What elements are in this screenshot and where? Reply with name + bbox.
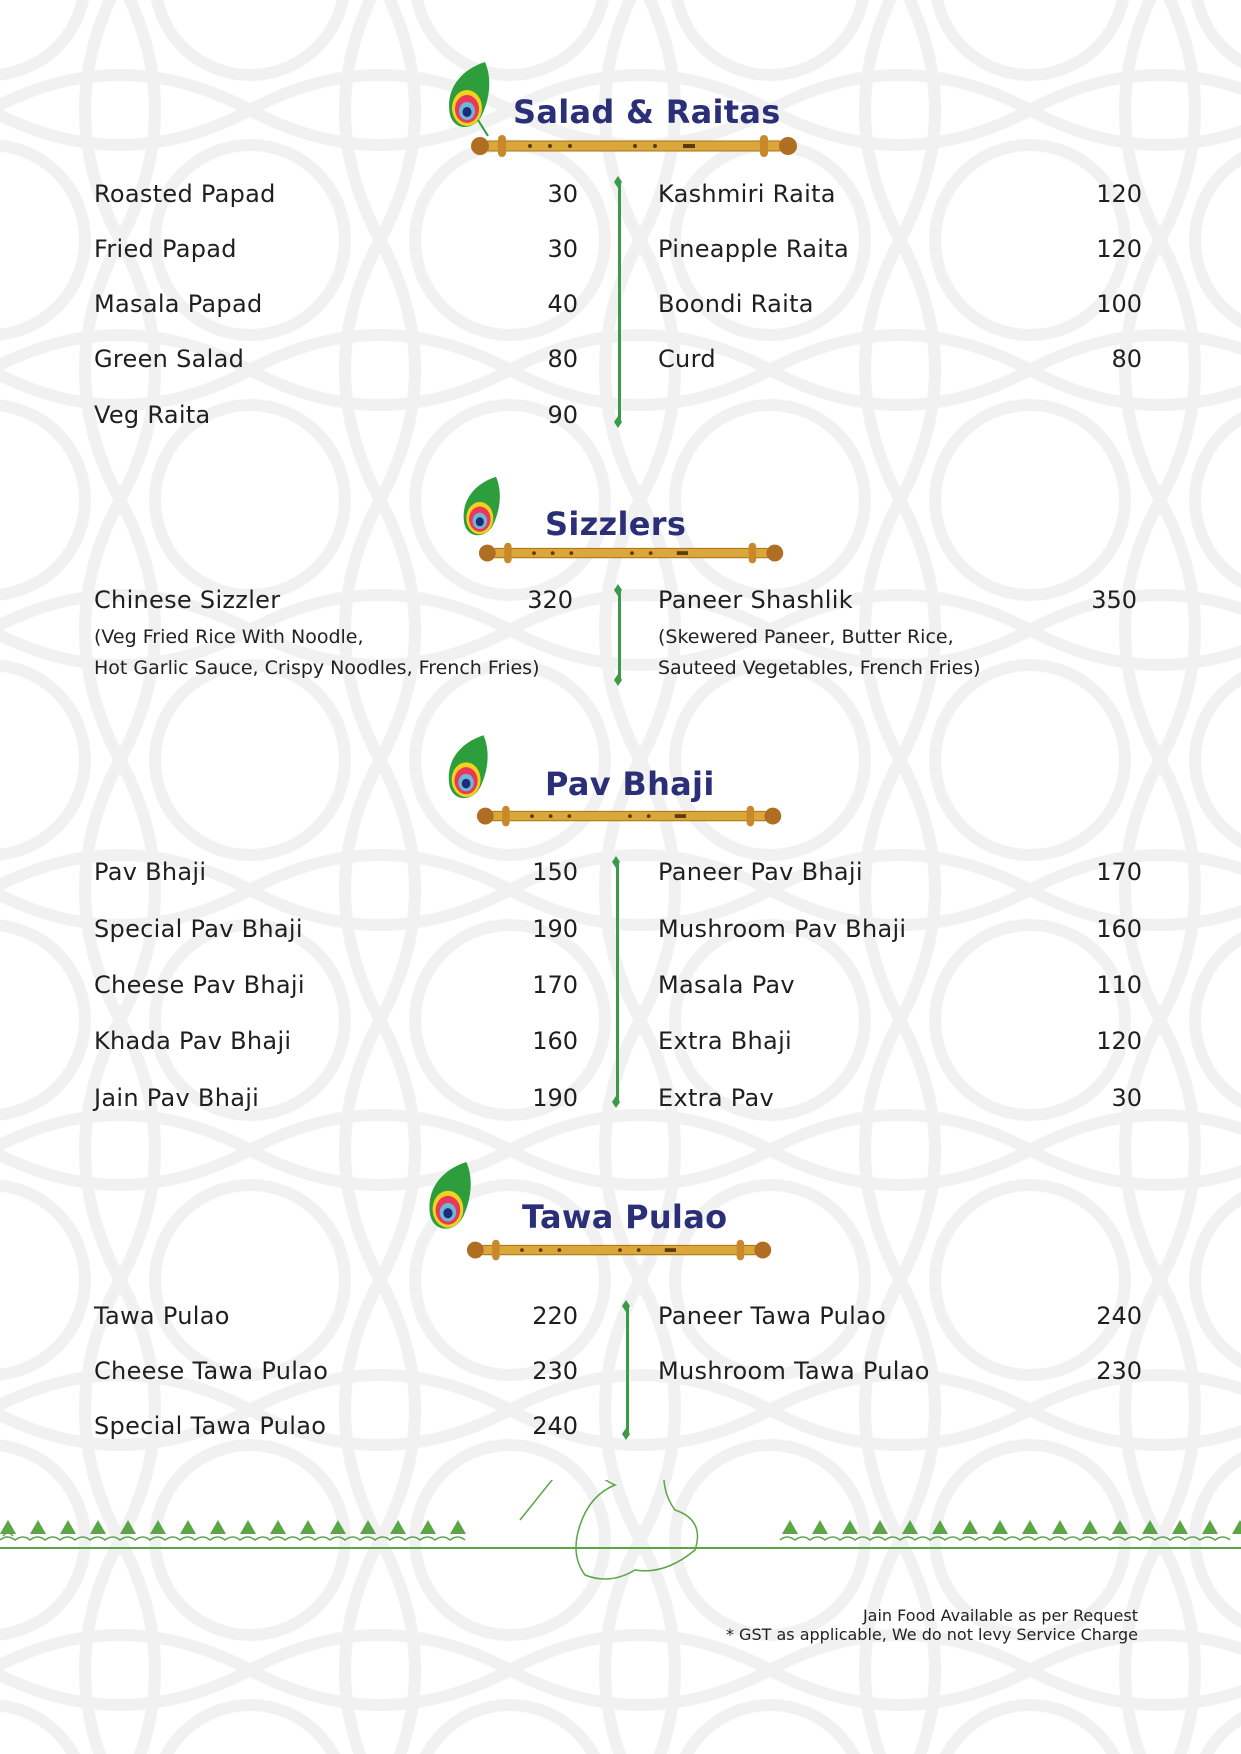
menu-item-price: 240 <box>1096 1302 1142 1330</box>
flute-divider-icon <box>470 803 790 831</box>
menu-item-price: 120 <box>1096 180 1142 208</box>
menu-item-price: 40 <box>547 290 578 318</box>
menu-item-price: 150 <box>532 858 578 886</box>
menu-item-name: Mushroom Pav Bhaji <box>658 915 907 943</box>
menu-item-name: Extra Pav <box>658 1084 774 1112</box>
menu-item-price: 220 <box>532 1302 578 1330</box>
section-header-pav-bhaji <box>440 733 800 833</box>
column-divider <box>626 1306 629 1434</box>
section-title: Sizzlers <box>545 505 687 543</box>
menu-item-name: Mushroom Tawa Pulao <box>658 1357 930 1385</box>
menu-item-name: Masala Pav <box>658 971 795 999</box>
menu-item-price: 240 <box>532 1412 578 1440</box>
menu-item-name: Cheese Pav Bhaji <box>94 971 305 999</box>
menu-item-description: (Skewered Paneer, Butter Rice, <box>658 626 954 648</box>
menu-item-name: Veg Raita <box>94 401 211 429</box>
menu-item-name: Chinese Sizzler <box>94 586 281 614</box>
flute-divider-icon <box>455 1237 785 1265</box>
menu-item-price: 30 <box>547 180 578 208</box>
menu-item-name: Green Salad <box>94 345 245 373</box>
menu-item-name: Paneer Tawa Pulao <box>658 1302 887 1330</box>
peacock-feather-icon <box>440 60 500 140</box>
menu-item-description: Hot Garlic Sauce, Crispy Noodles, French Fries) <box>94 657 540 679</box>
section-title: Tawa Pulao <box>522 1198 728 1236</box>
menu-item-name: Masala Papad <box>94 290 263 318</box>
menu-item-name: Fried Papad <box>94 235 237 263</box>
peacock-feather-icon <box>455 475 510 547</box>
section-title: Salad & Raitas <box>513 93 781 131</box>
menu-item-price: 80 <box>1111 345 1142 373</box>
menu-item-price: 190 <box>532 1084 578 1112</box>
menu-item-price: 170 <box>1096 858 1142 886</box>
menu-item-price: 160 <box>532 1027 578 1055</box>
menu-item-price: 160 <box>1096 915 1142 943</box>
menu-item-price: 90 <box>547 401 578 429</box>
menu-item-price: 320 <box>527 586 573 614</box>
footer-note-jain: Jain Food Available as per Request <box>862 1606 1138 1625</box>
menu-item-name: Tawa Pulao <box>94 1302 230 1330</box>
menu-item-name: Roasted Papad <box>94 180 276 208</box>
menu-item-name: Pineapple Raita <box>658 235 849 263</box>
section-header-sizzlers <box>455 475 795 570</box>
menu-item-description: Sauteed Vegetables, French Fries) <box>658 657 981 679</box>
peacock-feather-icon <box>420 1160 482 1242</box>
menu-item-name: Special Pav Bhaji <box>94 915 303 943</box>
menu-item-price: 120 <box>1096 235 1142 263</box>
peacock-feather-icon <box>440 733 498 811</box>
menu-item-name: Jain Pav Bhaji <box>94 1084 260 1112</box>
menu-item-price: 100 <box>1096 290 1142 318</box>
menu-item-name: Paneer Pav Bhaji <box>658 858 863 886</box>
menu-item-name: Pav Bhaji <box>94 858 207 886</box>
menu-item-name: Curd <box>658 345 716 373</box>
menu-item-description: (Veg Fried Rice With Noodle, <box>94 626 364 648</box>
menu-item-price: 80 <box>547 345 578 373</box>
menu-item-name: Kashmiri Raita <box>658 180 836 208</box>
menu-item-price: 170 <box>532 971 578 999</box>
menu-item-name: Special Tawa Pulao <box>94 1412 327 1440</box>
flute-divider-icon <box>477 540 787 568</box>
menu-item-price: 350 <box>1091 586 1137 614</box>
column-divider <box>618 182 621 422</box>
menu-item-price: 110 <box>1096 971 1142 999</box>
flute-divider-icon <box>470 132 800 162</box>
menu-item-price: 230 <box>532 1357 578 1385</box>
column-divider <box>616 862 619 1102</box>
menu-item-price: 120 <box>1096 1027 1142 1055</box>
menu-item-name: Boondi Raita <box>658 290 814 318</box>
section-header-tawa-pulao <box>420 1160 800 1265</box>
menu-item-name: Khada Pav Bhaji <box>94 1027 292 1055</box>
section-header-salad <box>440 60 800 165</box>
menu-item-price: 30 <box>547 235 578 263</box>
menu-item-price: 230 <box>1096 1357 1142 1385</box>
menu-item-name: Paneer Shashlik <box>658 586 853 614</box>
footer-note-gst: * GST as applicable, We do not levy Service Charge <box>725 1625 1138 1644</box>
section-title: Pav Bhaji <box>545 765 715 803</box>
menu-item-name: Cheese Tawa Pulao <box>94 1357 329 1385</box>
column-divider <box>618 590 621 680</box>
menu-item-price: 30 <box>1111 1084 1142 1112</box>
menu-item-price: 190 <box>532 915 578 943</box>
menu-item-name: Extra Bhaji <box>658 1027 792 1055</box>
